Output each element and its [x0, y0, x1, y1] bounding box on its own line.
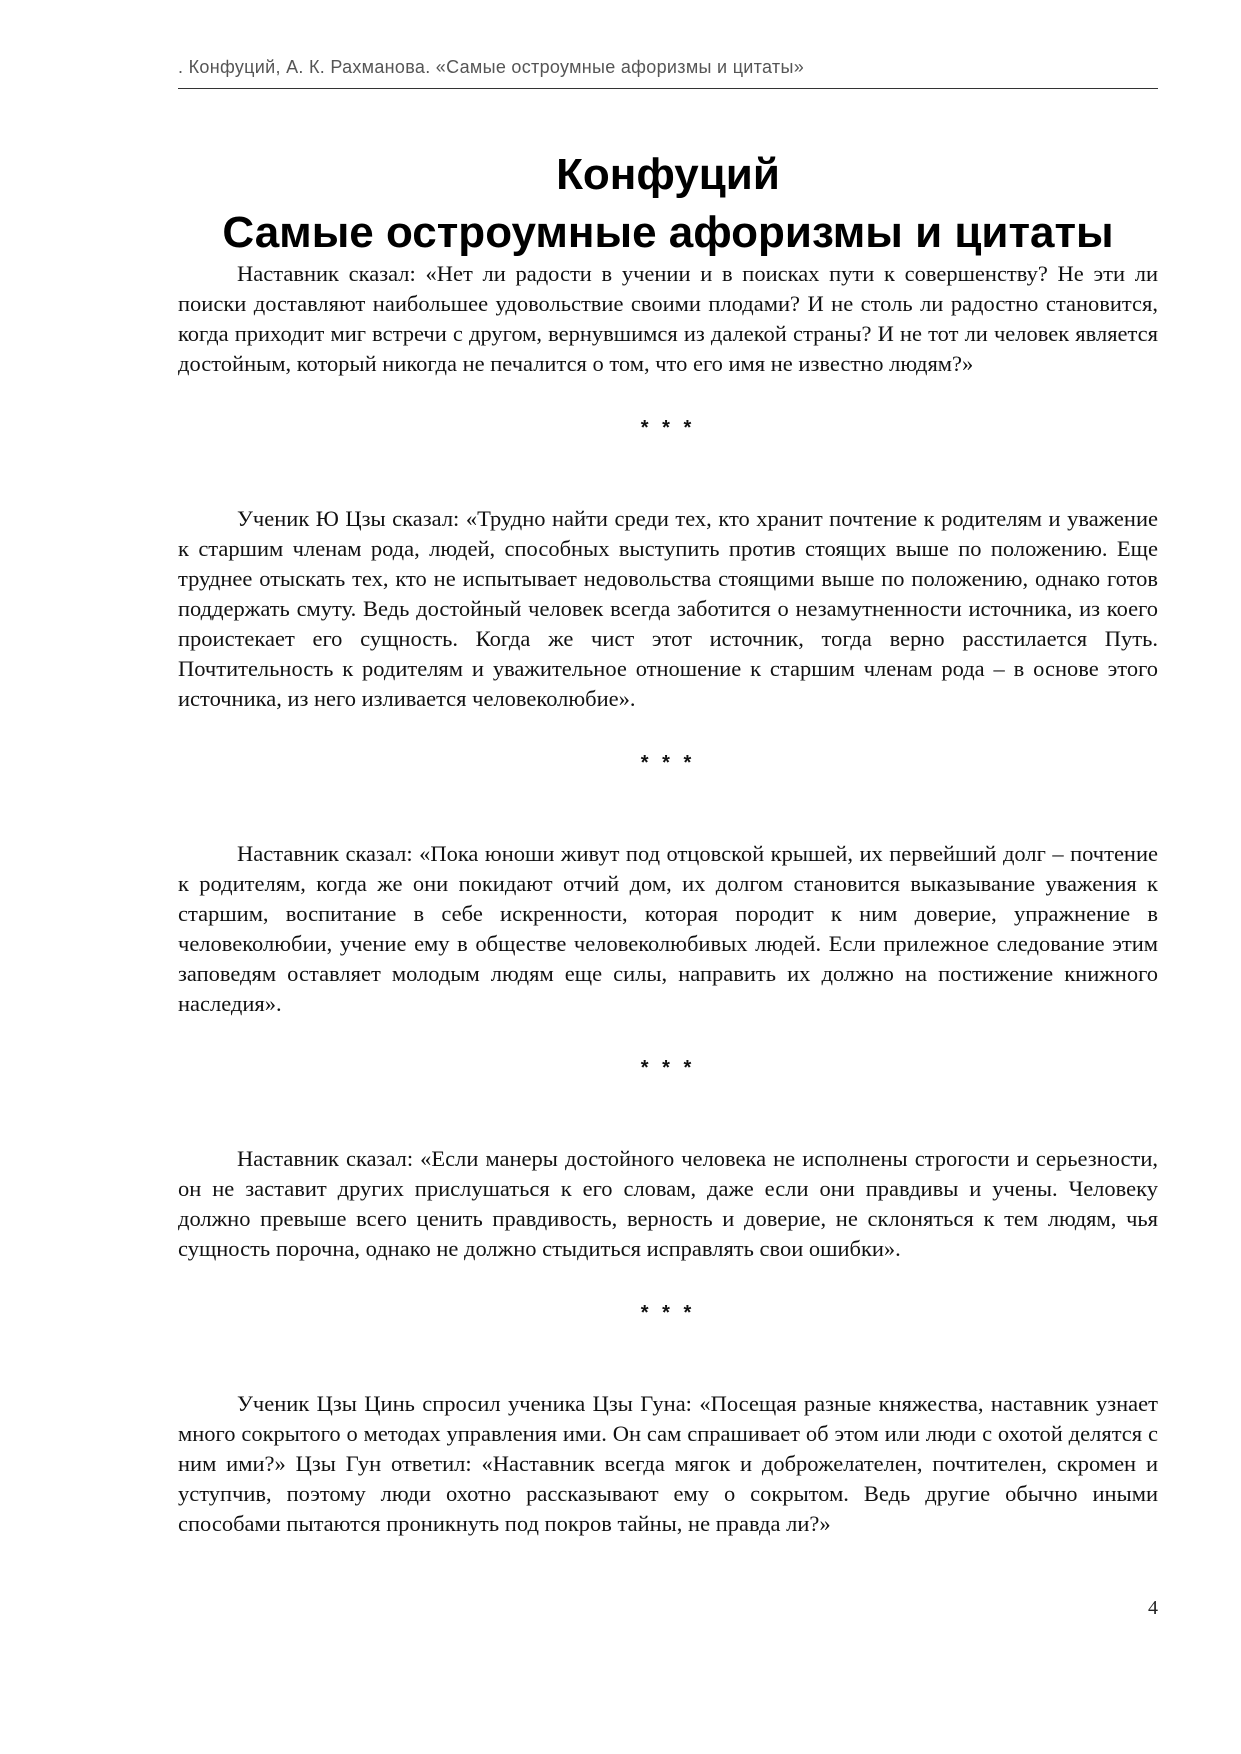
section-separator-1: * * *: [640, 417, 696, 439]
paragraph-1: Наставник сказал: «Нет ли радости в учении и в поисках пути к совершенству? Не эти ли поиски доставляют наибольшее удовольствие своими плодами? И не столь ли радостно становится, когда приходит миг встречи с другом, вернувшимся из далекой страны? И не тот ли человек является достойным, который никогда не печалится о том, что его имя не известно людям?»: [178, 261, 1158, 376]
paragraph-2: Ученик Ю Цзы сказал: «Трудно найти среди тех, кто хранит почтение к родителям и уважение к старшим членам рода, людей, способных выступить против стоящих выше по положению. Еще труднее отыскать тех, кто не испытывает недовольства стоящими выше по положению, однако готов поддержать смуту. Ведь достойный человек всегда заботится о незамутненности источника, из коего проистекает его сущность. Когда же чист этот источник, тогда верно расстилается Путь. Почтительность к родителям и уважительное отношение к старшим членам рода – в основе этого источника, из него изливается человеколюбие».: [178, 506, 1158, 711]
header-divider: [178, 88, 1158, 89]
section-separator-2: * * *: [640, 752, 696, 774]
page-title: [178, 146, 1158, 262]
main-text: [178, 259, 1158, 1539]
section-separator-4: * * *: [640, 1302, 696, 1324]
page-number: 4: [1148, 1597, 1158, 1619]
section-separator-3: * * *: [640, 1057, 696, 1079]
paragraph-3: Наставник сказал: «Пока юноши живут под отцовской крышей, их первейший долг – почтение к родителям, когда же они покидают отчий дом, их долгом становится выказывание уважения к старшим, воспитание в себе искренности, которая породит к ним доверие, упражнение в человеколюбии, учение ему в обществе человеколюбивых людей. Если прилежное следование этим заповедям оставляет молодым людям еще силы, направить их должно на постижение книжного наследия».: [178, 841, 1158, 1016]
paragraph-4: Наставник сказал: «Если манеры достойного человека не исполнены строгости и серьезности, он не заставит других прислушаться к его словам, даже если они правдивы и учены. Человеку должно превыше всего ценить правдивость, верность и доверие, не склоняться к тем людям, чья сущность порочна, однако не должно стыдиться исправлять свои ошибки».: [178, 1146, 1158, 1261]
running-header: . Конфуций, А. К. Рахманова. «Самые остроумные афоризмы и цитаты»: [178, 57, 805, 77]
paragraph-5: Ученик Цзы Цинь спросил ученика Цзы Гуна: «Посещая разные княжества, наставник узнает много сокрытого о методах управления ими. Он сам спрашивает об этом или люди с охотой делятся с ним ими?» Цзы Гун ответил: «Наставник всегда мягок и доброжелателен, почтителен, скромен и уступчив, поэтому люди охотно рассказывают ему о сокрытом. Ведь другие обычно иными способами пытаются проникнуть под покров тайны, не правда ли?»: [178, 1391, 1158, 1536]
title-subtitle: Самые остроумные афоризмы и цитаты: [222, 208, 1114, 257]
title-author: Конфуций: [556, 150, 780, 199]
